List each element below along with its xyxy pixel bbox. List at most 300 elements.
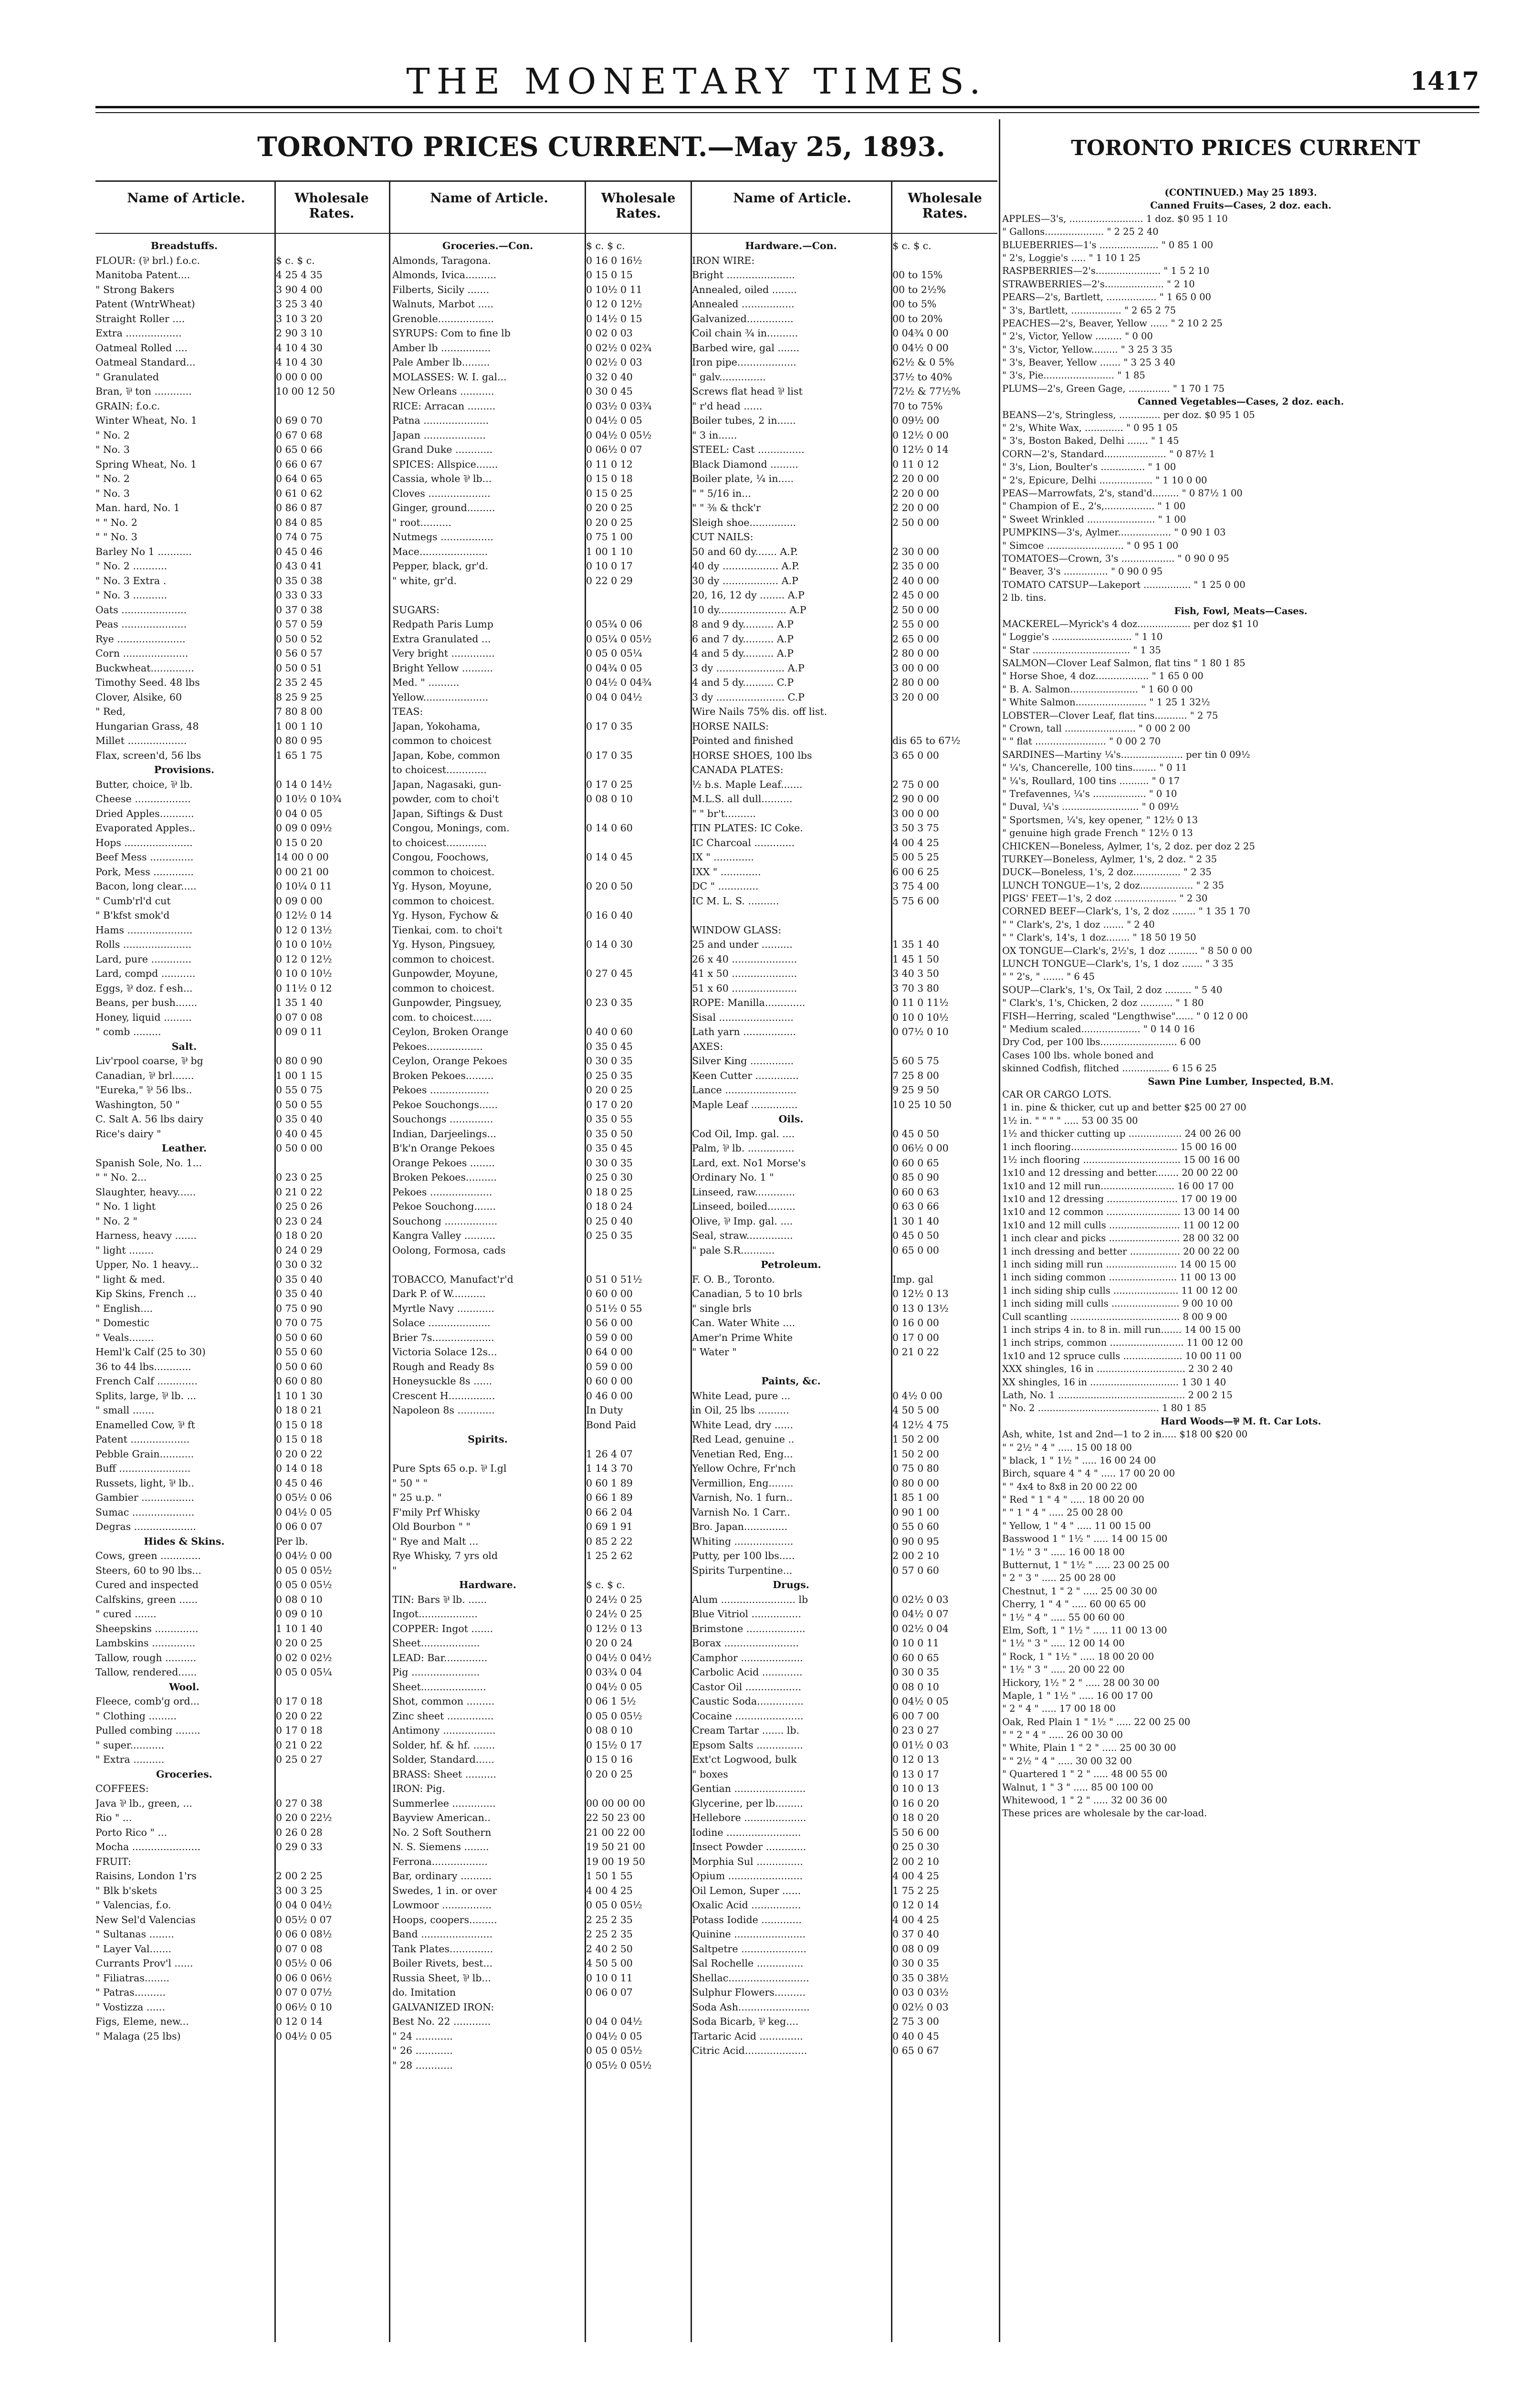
list-line: 0 02 0 02½	[276, 1652, 332, 1664]
list-line: Spirits.	[468, 1434, 508, 1445]
list-line: " " No. 2	[95, 516, 137, 528]
list-line: " Filiatras........	[95, 1972, 169, 1984]
list-line: " Extra ..........	[95, 1754, 165, 1765]
list-line: 2 50 0 00	[892, 516, 939, 528]
list-line: 0 60 0 65	[892, 1652, 939, 1664]
list-line: 20, 16, 12 dy ........ A.P	[692, 589, 805, 601]
list-line: " genuine high grade French " 12½ 0 13	[1002, 827, 1193, 839]
list-line: Ingot...................	[392, 1608, 478, 1620]
list-line	[392, 1418, 583, 1433]
list-line: " Clark's, 1's, Chicken, 2 doz ........... " 1 80	[1002, 997, 1204, 1009]
list-line: 0 04½ 0 00	[892, 342, 949, 354]
list-line: Currants Prov'l ......	[95, 1957, 193, 1969]
list-line: IXX " .............	[692, 866, 761, 878]
list-line: 0 16 0 20	[892, 1797, 939, 1809]
list-line: GRAIN: f.o.c.	[95, 400, 160, 412]
list-line: 0 60 0 00	[586, 1375, 633, 1387]
list-line: Splits, large, ⅌ lb. ...	[95, 1390, 197, 1402]
list-line: STEEL: Cast ...............	[692, 444, 805, 455]
list-line: 0 23 0 24	[276, 1215, 323, 1227]
list-line: Rio " ...	[95, 1812, 132, 1823]
list-line	[586, 704, 690, 719]
list-line: 3 20 0 00	[892, 691, 939, 703]
list-line: Spirits Turpentine...	[692, 1564, 793, 1576]
list-line: LOBSTER—Clover Leaf, flat tins........... " 2 75	[1002, 710, 1218, 721]
list-line: 0 57 0 59	[276, 618, 323, 630]
list-line: Pointed and finished	[692, 735, 794, 746]
list-line: STRAWBERRIES—2's.................... " 2 10	[1002, 278, 1195, 290]
list-line: 0 23 0 35	[586, 997, 633, 1008]
list-line: Cases 100 lbs. whole boned and	[1002, 1049, 1154, 1061]
list-line: Gunpowder, Moyune,	[392, 968, 498, 979]
list-line: " Medium scaled.................... " 0 14 0 16	[1002, 1024, 1195, 1035]
list-line: $ c. $ c.	[276, 254, 315, 266]
list-line	[276, 1039, 388, 1054]
list-line: 0 20 0 22½	[276, 1812, 332, 1823]
list-line: 0 04½ 0 05	[586, 1681, 642, 1693]
list-line: Dried Apples...........	[95, 807, 194, 819]
list-line: "Eureka," ⅌ 56 lbs..	[95, 1084, 192, 1096]
list-line: TIN PLATES: IC Coke.	[692, 822, 803, 834]
list-line: 41 x 50 .....................	[692, 968, 797, 979]
list-line: Basswood 1 " 1½ " ..... 14 00 15 00	[1002, 1533, 1168, 1545]
list-line: Lance .......................	[692, 1084, 797, 1096]
list-line: " white, gr'd.	[392, 575, 457, 586]
list-line: 00 00 00 00	[586, 1797, 645, 1809]
list-line	[892, 1039, 997, 1054]
list-line: " comb .........	[95, 1026, 161, 1037]
list-line: Bond Paid	[586, 1419, 637, 1431]
list-line: BEANS—2's, Stringless, .............. per doz. $0 95 1 05	[1002, 409, 1255, 420]
list-line: 0 04½ 0 04½	[586, 1652, 652, 1664]
list-line: 0 15 0 18	[276, 1434, 323, 1445]
list-line: 0 57 0 60	[892, 1564, 939, 1576]
list-line: 0 14 0 18	[276, 1463, 323, 1474]
list-line: 37½ to 40%	[892, 371, 953, 383]
list-line: " " ⅜ & thck'r	[692, 502, 761, 513]
list-line: 0 16 0 40	[586, 910, 633, 921]
list-line: 0 14 0 45	[586, 851, 633, 863]
list-line: Caustic Soda...............	[692, 1695, 804, 1707]
list-line: Butter, choice, ⅌ lb.	[95, 778, 193, 790]
list-line: 0 50 0 60	[276, 1360, 323, 1372]
list-line: 4 00 4 25	[892, 1870, 939, 1882]
list-line: 0 59 0 00	[586, 1360, 633, 1372]
list-line: 21 00 22 00	[586, 1826, 645, 1838]
list-line: 2 25 2 35	[586, 1928, 633, 1940]
col2-rate-header: Wholesale Rates.	[601, 191, 676, 221]
list-line: 0 25 0 27	[276, 1754, 323, 1765]
list-line: 2 80 0 00	[892, 677, 939, 688]
list-line: Maple Leaf ...............	[692, 1099, 798, 1110]
list-line: 0 10 0 11	[892, 1637, 939, 1649]
list-line: 3 65 0 00	[892, 749, 939, 761]
list-line: Yg. Hyson, Moyune,	[392, 880, 492, 892]
list-line	[276, 1854, 388, 1869]
list-line: 2 90 0 00	[892, 793, 939, 805]
list-line	[586, 981, 690, 996]
list-line: Oats .....................	[95, 604, 187, 616]
list-line: " 3's, Beaver, Yellow ....... " 3 25 3 40	[1002, 357, 1175, 368]
list-line: PUMPKINS—3's, Aylmer.................. " 0 90 1 03	[1002, 527, 1226, 538]
list-line: 3 50 3 75	[892, 822, 939, 834]
list-line: 0 11 0 12	[586, 458, 633, 470]
list-line: SPICES: Allspice.......	[392, 458, 498, 470]
list-line: 0 05½ 0 05½	[586, 2059, 652, 2071]
list-line: " 24 ............	[392, 2030, 453, 2042]
list-line	[586, 763, 690, 777]
list-line: Hellebore ....................	[692, 1812, 807, 1823]
list-line: 0 18 0 20	[276, 1230, 323, 1241]
list-line: Iodine ........................	[692, 1826, 801, 1838]
list-line: 0 12½ 0 13	[586, 1622, 642, 1634]
list-line: 0 56 0 00	[586, 1317, 633, 1329]
list-line: 0 74 0 75	[276, 531, 323, 543]
list-line: 0 25 0 26	[276, 1201, 323, 1212]
list-line: Barley No 1 ...........	[95, 545, 192, 557]
list-line: 0 20 0 25	[276, 1637, 323, 1649]
list-line: C. Salt A. 56 lbs dairy	[95, 1113, 204, 1125]
list-line: Beef Mess ..............	[95, 851, 194, 863]
list-line: Sulphur Flowers..........	[692, 1987, 806, 1998]
list-line: Ceylon, Orange Pekoes	[392, 1055, 507, 1067]
list-line: 2 30 0 00	[892, 545, 939, 557]
col3-rate-list	[892, 239, 997, 2058]
list-line: Liv'rpool coarse, ⅌ bg	[95, 1055, 203, 1067]
list-line: Tallow, rendered......	[95, 1666, 197, 1678]
list-line: F'mily Prf Whisky	[392, 1506, 480, 1518]
list-line: GALVANIZED IRON:	[392, 2001, 494, 2013]
list-line: White Lead, pure ...	[692, 1390, 791, 1402]
list-line: Almonds, Taragona.	[392, 254, 491, 266]
list-line: $ c. $ c.	[586, 1579, 625, 1591]
list-line: Very bright ..............	[392, 648, 495, 659]
list-line: 0 02½ 0 02¾	[586, 342, 652, 354]
list-line: Man. hard, No. 1	[95, 502, 180, 513]
list-line: B'k'n Orange Pekoes	[392, 1142, 495, 1154]
list-line: 51 x 60 .....................	[692, 982, 797, 994]
list-line: 0 04½ 0 05	[586, 2030, 642, 2042]
list-line: 0 35 0 45	[586, 1040, 633, 1052]
list-line: Oolong, Formosa, cads	[392, 1244, 506, 1256]
list-line: Almonds, Ivica..........	[392, 269, 497, 281]
list-line: Varnish, No. 1 furn..	[692, 1492, 793, 1503]
list-line: 72½ & 77½%	[892, 386, 961, 397]
list-line: Sawn Pine Lumber, Inspected, B.M.	[1148, 1076, 1334, 1087]
list-line: Black Diamond .........	[692, 458, 798, 470]
list-line: 0 08 0 10	[892, 1681, 939, 1693]
list-line: Soda Ash.......................	[692, 2001, 810, 2013]
list-line: 2 35 0 00	[892, 560, 939, 572]
list-line: Crescent H...............	[392, 1390, 495, 1402]
list-line: Ginger, ground.........	[392, 502, 495, 513]
list-line: 4 00 4 25	[892, 1914, 939, 1926]
list-line: 0 16 0 00	[892, 1317, 939, 1329]
list-line: Band .......................	[392, 1928, 493, 1940]
list-line: Extra ..................	[95, 327, 182, 339]
list-line: COFFEES:	[95, 1783, 149, 1794]
list-line: 0 04½ 0 05	[892, 1695, 949, 1707]
page-number: 1417	[1410, 67, 1479, 96]
list-line: Redpath Paris Lump	[392, 618, 493, 630]
list-line: Oil Lemon, Super ......	[692, 1884, 801, 1896]
list-line: " 2's, Epicure, Delhi .................. " 1 10 0 00	[1002, 474, 1207, 486]
list-line: " 28 ............	[392, 2059, 453, 2071]
list-line: 0 25 0 30	[892, 1841, 939, 1852]
list-line: 0 30 0 35	[892, 1957, 939, 1969]
list-line: 2 20 0 00	[892, 502, 939, 513]
list-line: Vermillion, Eng........	[692, 1477, 794, 1489]
list-line: Russets, light, ⅌ lb..	[95, 1477, 194, 1489]
list-line: 1 00 1 15	[276, 1069, 323, 1081]
list-line: 0 20 0 25	[586, 502, 633, 513]
list-line: 0 17 0 25	[586, 778, 633, 790]
list-line: 0 86 0 87	[276, 502, 323, 513]
list-line: 0 10½ 0 11	[586, 283, 642, 295]
list-line: Antimony .................	[392, 1725, 496, 1736]
list-line: 0 20 0 22	[276, 1710, 323, 1722]
list-line: " ¼'s, Roullard, 100 tins .......... " 0 17	[1002, 775, 1180, 786]
list-line: Med. " ..........	[392, 677, 460, 688]
list-line: " root..........	[392, 516, 451, 528]
list-line: 0 10 0 10½	[276, 968, 332, 979]
list-line: LUNCH TONGUE—1's, 2 doz.................. " 2 35	[1002, 879, 1224, 891]
list-line: 62½ & 0 5%	[892, 356, 954, 368]
list-line: 1 inch dressing and better ................. 20 00 22 00	[1002, 1245, 1239, 1257]
list-line: 1 10 1 30	[276, 1390, 323, 1402]
list-line	[892, 719, 997, 734]
list-line: Spring Wheat, No. 1	[95, 458, 197, 470]
list-line: 0 00 21 00	[276, 866, 329, 878]
list-line: Bro. Japan..............	[692, 1521, 788, 1532]
list-line: 0 20 0 25	[586, 1084, 633, 1096]
list-line: 0 12 0 14	[892, 1899, 939, 1911]
list-line: 0 21 0 22	[276, 1186, 323, 1198]
list-line: Sumac ....................	[95, 1506, 195, 1518]
list-line: 0 20 0 22	[276, 1448, 323, 1460]
list-line: 0 12 0 13	[892, 1754, 939, 1765]
list-line: Broken Pekoes..........	[392, 1172, 497, 1183]
list-line: New Sel'd Valencias	[95, 1914, 196, 1926]
list-line: 10 25 10 50	[892, 1099, 952, 1110]
header-bottom-rule	[95, 233, 997, 234]
list-line	[586, 733, 690, 748]
list-line: 30 dy .................. A.P	[692, 575, 798, 586]
list-line: 0 22 0 29	[586, 575, 633, 586]
list-line: 0 05¼ 0 05½	[586, 633, 652, 645]
list-line: 4 25 4 35	[276, 269, 323, 281]
list-line: Timothy Seed. 48 lbs	[95, 677, 200, 688]
list-line: 1 50 2 00	[892, 1448, 939, 1460]
list-line: Rye ......................	[95, 633, 186, 645]
list-line: Bar, ordinary ..........	[392, 1870, 492, 1882]
list-line: Shellac..........................	[692, 1972, 809, 1984]
list-line: 1 inch clear and picks ........................ 28 00 32 00	[1002, 1233, 1239, 1244]
list-line: 1 inch siding mill culls ....................... 9 00 10 00	[1002, 1298, 1233, 1309]
list-line: Bayview American..	[392, 1812, 491, 1823]
list-line: 1 75 2 25	[892, 1884, 939, 1896]
list-line: 0 12 0 14	[276, 2016, 323, 2027]
list-line: 0 12 0 12½	[586, 298, 642, 310]
list-line: Butternut, 1 " 1½ " ..... 23 00 25 00	[1002, 1559, 1170, 1571]
list-line: SARDINES—Martiny ¼'s..................... per tin 0 09½	[1002, 749, 1250, 760]
list-line: Linseed, raw.............	[692, 1186, 796, 1198]
list-line: Zinc sheet ...............	[392, 1710, 494, 1722]
list-line: Clover, Alsike, 60	[95, 691, 182, 703]
list-line	[392, 1447, 583, 1462]
list-line: Coil chain ¾ in..........	[692, 327, 798, 339]
list-line: Gambier .................	[95, 1492, 194, 1503]
list-line: 0 21 0 22	[892, 1346, 939, 1358]
list-line: PEACHES—2's, Beaver, Yellow ...... " 2 10 2 25	[1002, 317, 1223, 329]
list-line: 0 06 0 08½	[276, 1928, 332, 1940]
list-line: White Lead, dry ......	[692, 1419, 793, 1431]
list-line: " boxes	[692, 1768, 728, 1780]
list-line: Brimstone ...................	[692, 1622, 806, 1634]
list-line: 0 65 0 67	[892, 2045, 939, 2056]
list-line: " super...........	[95, 1739, 165, 1751]
list-line	[586, 1243, 690, 1258]
list-line: 0 07 0 08	[276, 1011, 323, 1023]
list-line: CAR OR CARGO LOTS.	[1002, 1088, 1112, 1100]
list-line: Filberts, Sicily .......	[392, 283, 490, 295]
list-line: Annealed, oiled ........	[692, 283, 797, 295]
list-line: Blue Vitriol ................	[692, 1608, 801, 1620]
list-line: Amer'n Prime White	[692, 1331, 793, 1343]
list-line: Mocha ......................	[95, 1841, 201, 1852]
list-line: Congou, Foochows,	[392, 851, 489, 863]
list-line: 4 50 5 00	[586, 1957, 633, 1969]
list-line: 0 01½ 0 03	[892, 1739, 949, 1751]
list-line: Spanish Sole, No. 1...	[95, 1157, 202, 1169]
list-line: 0 03¾ 0 04	[586, 1666, 642, 1678]
list-line: 4 50 5 00	[892, 1404, 939, 1416]
list-line: 0 04½ 0 05	[586, 415, 642, 426]
list-line: FISH—Herring, scaled "Lengthwise"...... " 0 12 0 00	[1002, 1010, 1248, 1022]
list-line	[276, 1781, 388, 1796]
list-line: " " flat ........................ " 0 00 2 70	[1002, 736, 1161, 747]
list-line: to choicest.............	[392, 764, 487, 775]
list-line: Cured and inspected	[95, 1579, 199, 1591]
list-line: 19 50 21 00	[586, 1841, 645, 1852]
list-line: CHICKEN—Boneless, Aylmer, 1's, 2 doz. per doz 2 25	[1002, 840, 1255, 852]
list-line: Lath yarn .................	[692, 1026, 796, 1037]
list-line: 1 inch strips 4 in. to 8 in. mill run....... 14 00 15 00	[1002, 1324, 1241, 1335]
list-line: Imp. gal	[892, 1273, 933, 1285]
list-line: Pulled combing ........	[95, 1725, 200, 1736]
list-line: 0 25 0 40	[586, 1215, 633, 1227]
list-line: CORNED BEEF—Clark's, 1's, 2 doz ........ " 1 35 1 70	[1002, 906, 1250, 917]
list-line: 0 27 0 45	[586, 968, 633, 979]
list-line: Oatmeal Rolled ....	[95, 342, 188, 354]
list-line: 0 85 2 22	[586, 1535, 633, 1547]
list-line: PEAS—Marrowfats, 2's, stand'd......... " 0 87½ 1 00	[1002, 487, 1243, 499]
list-line: 1½ inch flooring ................................. 15 00 16 00	[1002, 1154, 1240, 1165]
list-line: Harness, heavy .......	[95, 1230, 197, 1241]
list-line: In Duty	[586, 1404, 623, 1416]
list-line: Silver King ..............	[692, 1055, 794, 1067]
list-line: " " No. 2...	[95, 1172, 147, 1183]
list-line: 0 45 0 50	[892, 1230, 939, 1241]
list-line: 0 10¼ 0 11	[276, 880, 332, 892]
list-line: 0 56 0 57	[276, 648, 323, 659]
list-line: M.L.S. all dull..........	[692, 793, 793, 805]
list-line: BRASS: Sheet ..........	[392, 1768, 496, 1780]
list-line: 0 07½ 0 10	[892, 1026, 949, 1037]
list-line: 40 dy .................. A.P.	[692, 560, 800, 572]
list-line: Boiler plate, ¼ in.....	[692, 473, 794, 484]
list-line: " light ........	[95, 1244, 154, 1256]
list-line: Insect Powder .............	[692, 1841, 807, 1852]
list-line: WINDOW GLASS:	[692, 924, 782, 936]
list-line: IC Charcoal .............	[692, 837, 795, 848]
list-line: Oak, Red Plain 1 " 1½ " ..... 22 00 25 00	[1002, 1716, 1191, 1727]
list-line: 2 00 2 25	[276, 1870, 323, 1882]
list-line: Red Lead, genuine ..	[692, 1434, 795, 1445]
list-line: 0 29 0 33	[276, 1841, 323, 1852]
list-line: Rice's dairy "	[95, 1128, 161, 1140]
list-line: 3 00 0 00	[892, 662, 939, 674]
list-line: Ash, white, 1st and 2nd—1 to 2 in..... $18 00 $20 00	[1002, 1429, 1248, 1440]
list-line: " " br't..........	[692, 807, 756, 819]
list-line: 2 90 3 10	[276, 327, 323, 339]
list-line	[276, 1680, 388, 1695]
list-line: SALMON—Clover Leaf Salmon, flat tins " 1 80 1 85	[1002, 658, 1246, 669]
list-line	[892, 923, 997, 938]
list-line: 4 and 5 dy.......... C.P	[692, 677, 794, 688]
list-line	[586, 1010, 690, 1025]
list-line: 0 55 0 60	[892, 1521, 939, 1532]
list-line: 14 00 0 00	[276, 851, 329, 863]
list-line: do. Imitation	[392, 1987, 456, 1998]
list-line: Whiting ...................	[692, 1535, 794, 1547]
list-line: Indian, Darjeelings...	[392, 1128, 497, 1140]
list-line: Flax, screen'd, 56 lbs	[95, 749, 201, 761]
list-line: $ c. $ c.	[586, 240, 625, 251]
list-line: " Sultanas ........	[95, 1928, 174, 1940]
list-line: 00 to 15%	[892, 269, 943, 281]
list-line: 0 80 0 00	[892, 1477, 939, 1489]
list-line: " B. A. Salmon....................... " 1 60 0 00	[1002, 683, 1193, 695]
list-line: Groceries.—Con.	[442, 240, 534, 251]
list-line: Solace ....................	[392, 1317, 491, 1329]
list-line: " Valencias, f.o.	[95, 1899, 171, 1911]
list-line: " 1½ " 4 " ..... 55 00 60 00	[1002, 1612, 1125, 1623]
list-line: Walnuts, Marbot .....	[392, 298, 494, 310]
list-line: " Red,	[95, 706, 126, 717]
list-line: Yg. Hyson, Fychow &	[392, 910, 499, 921]
list-line: Hides & Skins.	[144, 1535, 225, 1547]
list-line: 0 03½ 0 03¾	[586, 400, 652, 412]
list-line: 0 30 0 35	[586, 1157, 633, 1169]
list-line: Buckwheat..............	[95, 662, 194, 674]
list-line: Solder, Standard......	[392, 1754, 494, 1765]
list-line	[892, 253, 997, 268]
list-line: 0 05 0 05½	[586, 1899, 642, 1911]
list-line: Congou, Monings, com.	[392, 822, 510, 834]
list-line: Cocaine ......................	[692, 1710, 804, 1722]
list-line: 0 27 0 38	[276, 1797, 323, 1809]
list-line: common to choicest.	[392, 866, 495, 878]
list-line: 1 inch siding mill run ........................ 14 00 15 00	[1002, 1259, 1236, 1270]
list-line: 0 08 0 10	[586, 793, 633, 805]
list-line: common to choicest.	[392, 982, 495, 994]
list-line: OX TONGUE—Clark's, 2½'s, 1 doz .......... " 8 50 0 00	[1002, 945, 1252, 956]
list-line: 0 30 0 45	[586, 386, 633, 397]
list-line: 0 60 0 00	[586, 1288, 633, 1299]
list-line: New Orleans ...........	[392, 386, 494, 397]
list-line: 0 10 0 17	[586, 560, 633, 572]
